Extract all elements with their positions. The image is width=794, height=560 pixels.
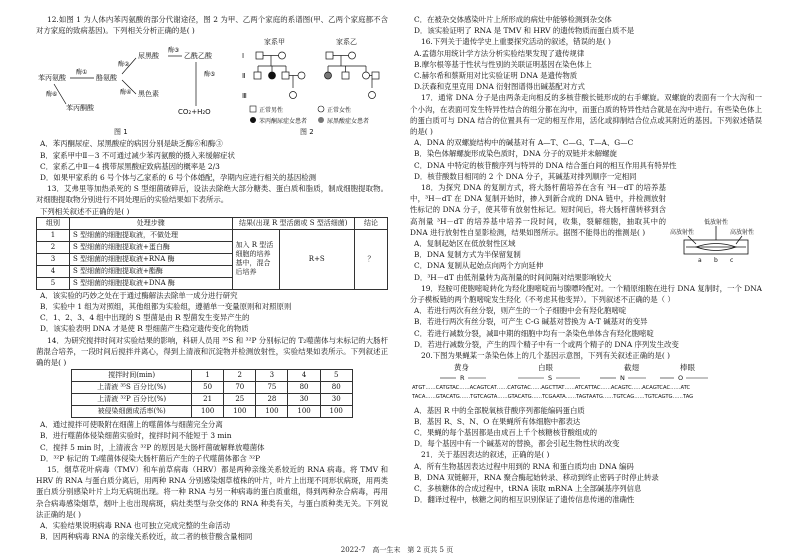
q13-option-b: B．实验中 1 组为对照组，其他组都为实验组，遵循单一变量原则和对照原则 xyxy=(40,302,292,312)
table-row xyxy=(72,382,353,394)
t14-cell: 100 xyxy=(224,406,256,418)
q18-option-b: B．DNA 复制方式为半保留复制 xyxy=(414,250,521,260)
legend-normal-female: 正常女性 xyxy=(327,107,352,115)
q18-stem: 18．为探究 DNA 的复制方式，将大肠杆菌培养在含有 ³H－dT 的培养基中，³H－dT 在 DNA 复制开始时，掺入到新合成的 DNA 链中，并检测放射性标记的 DNA 分子，使其带有放射性标记。短时间后，将大肠杆菌转移到含高剂量 ³H－dT 的培养基中培养一段时间，收集，裂解细胞，抽取其中的 DNA 进行放射性自显影检测，结果如图所示。据图不能得出的推测是( ) xyxy=(410,183,666,237)
q21-option-b: B．DNA 双链解开，RNA 聚合酶起始转录、移动到终止密码子时停止转录 xyxy=(414,472,659,482)
t13-cell: S 型细菌的细胞提取液+DNA 酶 xyxy=(70,277,233,289)
q13-stem-2: 下列相关叙述不正确的是( ) xyxy=(40,206,130,216)
q16-stem: 16.下列关于遗传学史上重要探究活动的叙述，错误的是( ) xyxy=(421,37,611,47)
fig2-gen-1: Ⅰ xyxy=(242,52,245,61)
q13-option-c: C．1、2、3、4 组中出现的 S 型菌是由 R 型菌发生变异产生的 xyxy=(40,313,250,323)
t13-header-steps: 处理步骤 xyxy=(70,217,233,229)
right-column xyxy=(410,14,762,505)
fig1-pathway-diagram xyxy=(36,36,388,138)
fig2-family-jia: 家系甲 xyxy=(264,38,285,47)
t13-cell: S 型细菌的细胞提取液+蛋白酶 xyxy=(70,241,233,253)
t14-cell: 80 xyxy=(288,382,320,394)
q12-stem: 12.如图 1 为人体内苯丙氨酸的部分代谢途径，图 2 为甲、乙两个家庭的系谱图(甲、乙两个家庭都不含对方家庭的致病基因)。下列相关分析正确的是( ) xyxy=(36,15,388,36)
t14-cell: 4 xyxy=(288,370,320,382)
fig18-point-b: b xyxy=(714,257,718,265)
t14-cell: 30 xyxy=(320,394,352,406)
t14-cell: 被侵染细菌成活率(%) xyxy=(72,406,192,418)
q13-option-a: A．该实验的巧妙之处在于通过酶解法去除单一成分进行研究 xyxy=(40,290,238,300)
fig1-node-acetoacetate: 乙酰乙酸 xyxy=(184,52,212,61)
q17-stem: 17．通常 DNA 分子是由两条走向相反的多核苷酸长链形成的右手螺旋。双螺旋的表面有一个大沟和一个小沟，在表面可发生特异性结合的组分都在沟中，而蛋白质的特异性结合就是在沟中进行。有些染色体上的蛋白质可与 DNA 结合的位置具有一定的相互作用，活化或抑制结合位点或其附近的基因。下列叙述错误的是( ) xyxy=(410,93,762,137)
q19-option-d: D．若进行减数分裂，产生的四个精子中有一个或两个精子的 DNA 序列发生改变 xyxy=(414,339,679,349)
table-row xyxy=(72,394,353,406)
fig1-node-homogentisic: 尿黑酸 xyxy=(138,52,159,61)
q14-option-a: A．通过搅拌可使吸附在细菌上的噬菌体与细菌完全分离 xyxy=(40,420,223,430)
q16-option-b: B.摩尔根等基于性状与性别的关联证明基因在染色体上 xyxy=(414,59,592,69)
fig2-gen-2: Ⅱ xyxy=(242,72,246,81)
fig1-enzyme-5: 酶⑤ xyxy=(204,71,216,79)
q17-option-b: B．染色体解螺旋形成染色质时，DNA 分子的双链并未解螺旋 xyxy=(414,149,617,159)
t13-cell: S 型细菌的细胞提取液+酯酶 xyxy=(70,265,233,277)
q19-stem: 19．羟胺可使胞嘧啶转化为羟化胞嘧啶而与腺嘌呤配对。一个精原细胞在进行 DNA 复制时，一个 DNA 分子模板链的两个胞嘧啶发生羟化（不考虑其他变异）。下列叙述不正确的是（ ） xyxy=(410,283,762,305)
fig2-pedigree-jia xyxy=(254,52,305,99)
q15-option-d: D．该实验证明了 RNA 是 TMV 和 HRV 的遗传物质而蛋白质不是 xyxy=(414,26,635,36)
fig18-label-low: 低放射性 xyxy=(704,219,729,227)
t14-cell: 100 xyxy=(192,406,224,418)
q12-option-d: D．如果甲家系的 6 号个体与乙家系的 6 号个体婚配，孕期内应进行相关的基因检测 xyxy=(40,173,317,183)
page-footer: 2022-7 高一生末 第 2 页共 5 页 xyxy=(340,546,454,554)
t14-cell: 75 xyxy=(256,382,288,394)
t13-header-result: 结果(出现 R 型活菌或 S 型活细菌) xyxy=(232,217,354,229)
table-row xyxy=(72,370,353,382)
t14-cell: 50 xyxy=(192,382,224,394)
q20-option-b: B．基因 R、S、N、O 在果蝇所有体细胞中都表达 xyxy=(414,416,581,426)
t13-mid-cell: 加入 R 型活细胞的培养基中，混合后培养 xyxy=(232,229,279,289)
fig20-gene-yellow: 黄身 xyxy=(454,363,469,373)
t13-conclusion-cell: ？ xyxy=(355,229,388,289)
t13-header-group: 组别 xyxy=(37,217,70,229)
q15-stem: 15．烟草花叶病毒（TMV）和车前草病毒（HRV）都是两种亲缘关系较近的 RNA 病毒。将 TMV 和 HRV 的 RNA 与蛋白质分离后，用两种 RNA 分别感染烟草植株的叶片，叶片上出现不同形状病斑，用两类蛋白质分别感染叶片上均无病斑出现。将一种 RNA 与另一种病毒的蛋白质重组，得到两种杂合病毒，再用杂合病毒感染烟草，烟叶上也出现病斑，病灶类型与杂交体的 RNA 种类有关，与蛋白质种类无关。下列说法正确的是( ) xyxy=(36,465,388,519)
q16-option-c: C.赫尔希和蔡斯用对比实验证明 DNA 是遗传物质 xyxy=(414,71,578,81)
q13-option-d: D．该实验表明 DNA 才是使 R 型细菌产生稳定遗传变化的物质 xyxy=(40,324,249,334)
q19-option-a: A．若进行两次有丝分裂，则产生的一个子细胞中会有羟化胞嘧啶 xyxy=(414,306,627,316)
fig1-enzyme-6: 酶⑥ xyxy=(46,91,58,99)
fig2-family-yi: 家系乙 xyxy=(336,38,357,47)
t13-result-cell: R+S xyxy=(279,229,354,289)
t14-cell: 70 xyxy=(224,382,256,394)
q14-stem: 14．为研究搅拌时间对实验结果的影响，科研人员用 ³⁵S 和 ³²P 分别标记的 T₂噬菌体与未标记的大肠杆菌混合培养，一段时间后搅拌并离心，得到上清液和沉淀物并检测放射性，实验结果如表所示。下列叙述正确的是( ) xyxy=(36,335,388,368)
q21-option-c: C．多核糖体的合成过程中，tRNA 读取 mRNA 上全部碱基序列信息 xyxy=(414,483,642,493)
table-row xyxy=(72,406,353,418)
q19-option-c: C．若进行减数分裂，减Ⅱ中期的细胞中均有一条染色单体含有羟化胞嘧啶 xyxy=(414,328,654,338)
t13-cell: 4 xyxy=(37,265,70,277)
table-row xyxy=(37,229,388,241)
fig1-enzyme-2: 酶② xyxy=(118,61,130,69)
fig20-dna-bottom-strand: TACA……GTACATG……TGTCAGTA……GTACATG……TCGAATA……TAGTAATG……TGTCAG……TGTCAGTG……TAG xyxy=(412,394,694,401)
q12-figures xyxy=(36,36,388,138)
q15-option-b: B．因两种病毒 RNA 的亲缘关系较近，故二者的核苷酸含量相同 xyxy=(40,532,253,542)
t13-cell: 2 xyxy=(37,241,70,253)
t14-cell: 28 xyxy=(256,394,288,406)
q21-stem: 21．关于基因表达的叙述，正确的是( ) xyxy=(421,450,550,460)
q18-option-d: D．³H－dT 由低剂量转为高剂量的时间间隔对结果影响较大 xyxy=(414,272,612,282)
fig1-enzyme-4: 酶④ xyxy=(120,89,132,97)
fig18-point-a: a xyxy=(698,257,702,265)
q15-option-a: A．实验结果说明病毒 RNA 也可独立完成完整的生命活动 xyxy=(40,521,231,531)
legend-alkaptonuria-female: 尿黑酸症女患者 xyxy=(327,118,370,126)
q17-option-a: A．DNA 的双螺旋结构中的碱基对有 A—T、C—G、T—A、G—C xyxy=(414,138,634,148)
fig20-label-s: S xyxy=(548,374,553,383)
q16-option-a: A.孟德尔用统计学方法分析实验结果发现了遗传规律 xyxy=(414,48,585,58)
q13-stem: 13．艾弗里等加热杀死的 S 型细菌破碎后，设法去除绝大部分糖类、蛋白质和脂质，制成细胞提取物。对细胞提取物分别进行不同处理后的实验结果如下表所示。 xyxy=(36,184,388,205)
fig20-dna-top-strand: ATGT……CATGTAC……ACAGTCAT……CATGTAC……AGCTTAT……ATCATTAC……ACAGTC……ACAGTCAC……ATC xyxy=(412,385,691,392)
t14-cell: 100 xyxy=(256,406,288,418)
t13-cell: 1 xyxy=(37,229,70,241)
q17-option-d: D．核苷酸数目相同的 2 个 DNA 分子，其碱基对排列顺序一定相同 xyxy=(414,171,637,181)
q14-option-d: D．³²P 标记的 T₂噬菌体侵染大肠杆菌后产生的子代噬菌体都含 ³²P xyxy=(40,453,261,463)
t13-cell: S 型细菌的细胞提取液，不做处理 xyxy=(70,229,233,241)
t14-cell: 5 xyxy=(320,370,352,382)
q15-option-c: C．在被杂交体感染叶片上所形成的病灶中能够检测到杂交体 xyxy=(414,15,612,24)
q20-option-c: C．果蝇的每个基因都是由成百上千个核糖核苷酸组成的 xyxy=(414,427,598,437)
fig1-node-tyr: 酪氨酸 xyxy=(96,74,117,83)
fig20-label-n: N xyxy=(620,374,625,383)
t14-cell: 1 xyxy=(192,370,224,382)
fig20-gene-bar: 棒眼 xyxy=(680,363,695,373)
t14-cell: 21 xyxy=(192,394,224,406)
fig20-gene-white: 白眼 xyxy=(538,363,553,373)
q19-option-b: B．若进行两次有丝分裂，可产生 C-G 碱基对替换为 A-T 碱基对的变异 xyxy=(414,317,648,327)
fig2-caption: 图 2 xyxy=(300,128,314,137)
t13-cell: S 型细菌的细胞提取液+RNA 酶 xyxy=(70,253,233,265)
fig2-legend xyxy=(250,106,369,136)
legend-normal-male: 正常男性 xyxy=(259,107,284,115)
q20-option-d: D．每个基因中有一个碱基对的替换，都会引起生物性状的改变 xyxy=(414,439,620,449)
t14-cell: 上清液 ³²P 百分比(%) xyxy=(72,394,192,406)
t14-cell: 25 xyxy=(224,394,256,406)
fig1-node-phe: 苯丙氨酸 xyxy=(38,74,66,83)
q13-table xyxy=(36,217,388,290)
legend-pku-female: 苯丙酮尿症女患者 xyxy=(259,118,308,126)
fig1-node-ppa: 苯丙酮酸 xyxy=(66,104,94,113)
t13-cell: 5 xyxy=(37,277,70,289)
fig18-label-high-right: 高放射性 xyxy=(730,229,755,237)
fig2-pedigree-yi xyxy=(325,52,380,99)
fig20-label-o: O xyxy=(678,374,684,383)
q12-option-b: B．家系甲中Ⅱ－3 不可通过减少苯丙氨酸的摄入来缓解症状 xyxy=(40,150,235,160)
fig1-node-co2: CO₂+H₂O xyxy=(178,108,211,117)
q21-option-a: A．所有生物基因表达过程中用到的 RNA 和蛋白质均由 DNA 编码 xyxy=(414,461,634,471)
t14-cell: 3 xyxy=(256,370,288,382)
q21-option-d: D．翻译过程中，核糖之间的相互识别保证了遗传信息传递的准确性 xyxy=(414,495,635,505)
q12-option-a: A．苯丙酮尿症、尿黑酸症的病因分别是缺乏酶⑥和酶③ xyxy=(40,139,223,149)
t13-cell: 3 xyxy=(37,253,70,265)
q17-option-c: C．DNA 中特定的核苷酸序列与特异的 DNA 结合蛋白间的相互作用具有特异性 xyxy=(414,160,677,170)
q18-option-a: A．复制起始区在低放射性区域 xyxy=(414,239,516,249)
q20-chromosome-gene-diagram xyxy=(410,361,762,401)
q14-table xyxy=(71,369,353,418)
t13-header-conclusion: 结论 xyxy=(355,217,388,229)
q14-option-c: C．搅拌 5 min 时，上清液含 ³²P 的原因是大肠杆菌破解释放噬菌体 xyxy=(40,442,265,452)
fig18-label-high-left: 高放射性 xyxy=(670,229,695,237)
q20-stem: 20.下图为果蝇某一条染色体上的几个基因示意图，下列有关叙述正确的是( ) xyxy=(421,351,670,361)
fig2-gen-3: Ⅲ xyxy=(242,92,247,101)
left-column xyxy=(36,14,388,542)
q14-option-b: B．进行噬菌体侵染细菌实验时，搅拌时间不能短于 3 min xyxy=(40,431,232,441)
t14-cell: 30 xyxy=(288,394,320,406)
fig1-node-melanin: 黑色素 xyxy=(138,90,159,99)
t14-cell: 搅拌时间(min) xyxy=(72,370,192,382)
fig1-caption: 图 1 xyxy=(114,128,128,137)
q18-autoradiograph-figure xyxy=(670,216,762,266)
q20-option-a: A．基因 R 中的全部脱氧核苷酸序列都能编码蛋白质 xyxy=(414,405,585,415)
fig1-enzyme-1: 酶① xyxy=(76,69,88,77)
fig20-label-r: R xyxy=(460,374,465,383)
fig1-enzyme-3: 酶③ xyxy=(168,47,180,55)
t14-cell: 80 xyxy=(320,382,352,394)
fig20-gene-cut: 截翅 xyxy=(624,363,639,373)
t14-cell: 100 xyxy=(288,406,320,418)
t14-cell: 100 xyxy=(320,406,352,418)
t14-cell: 2 xyxy=(224,370,256,382)
fig18-point-c: c xyxy=(730,257,734,265)
q12-option-c: C．家系乙中Ⅱ－4 携带尿黑酸症致病基因的概率是 2/3 xyxy=(40,161,220,171)
q18-option-c: C．DNA 复制从起始点向两个方向延伸 xyxy=(414,261,544,271)
t14-cell: 上清液 ³⁵S 百分比(%) xyxy=(72,382,192,394)
q16-option-d: D.沃森和克里克用 DNA 衍射图谱得出碱基配对方式 xyxy=(414,82,585,92)
